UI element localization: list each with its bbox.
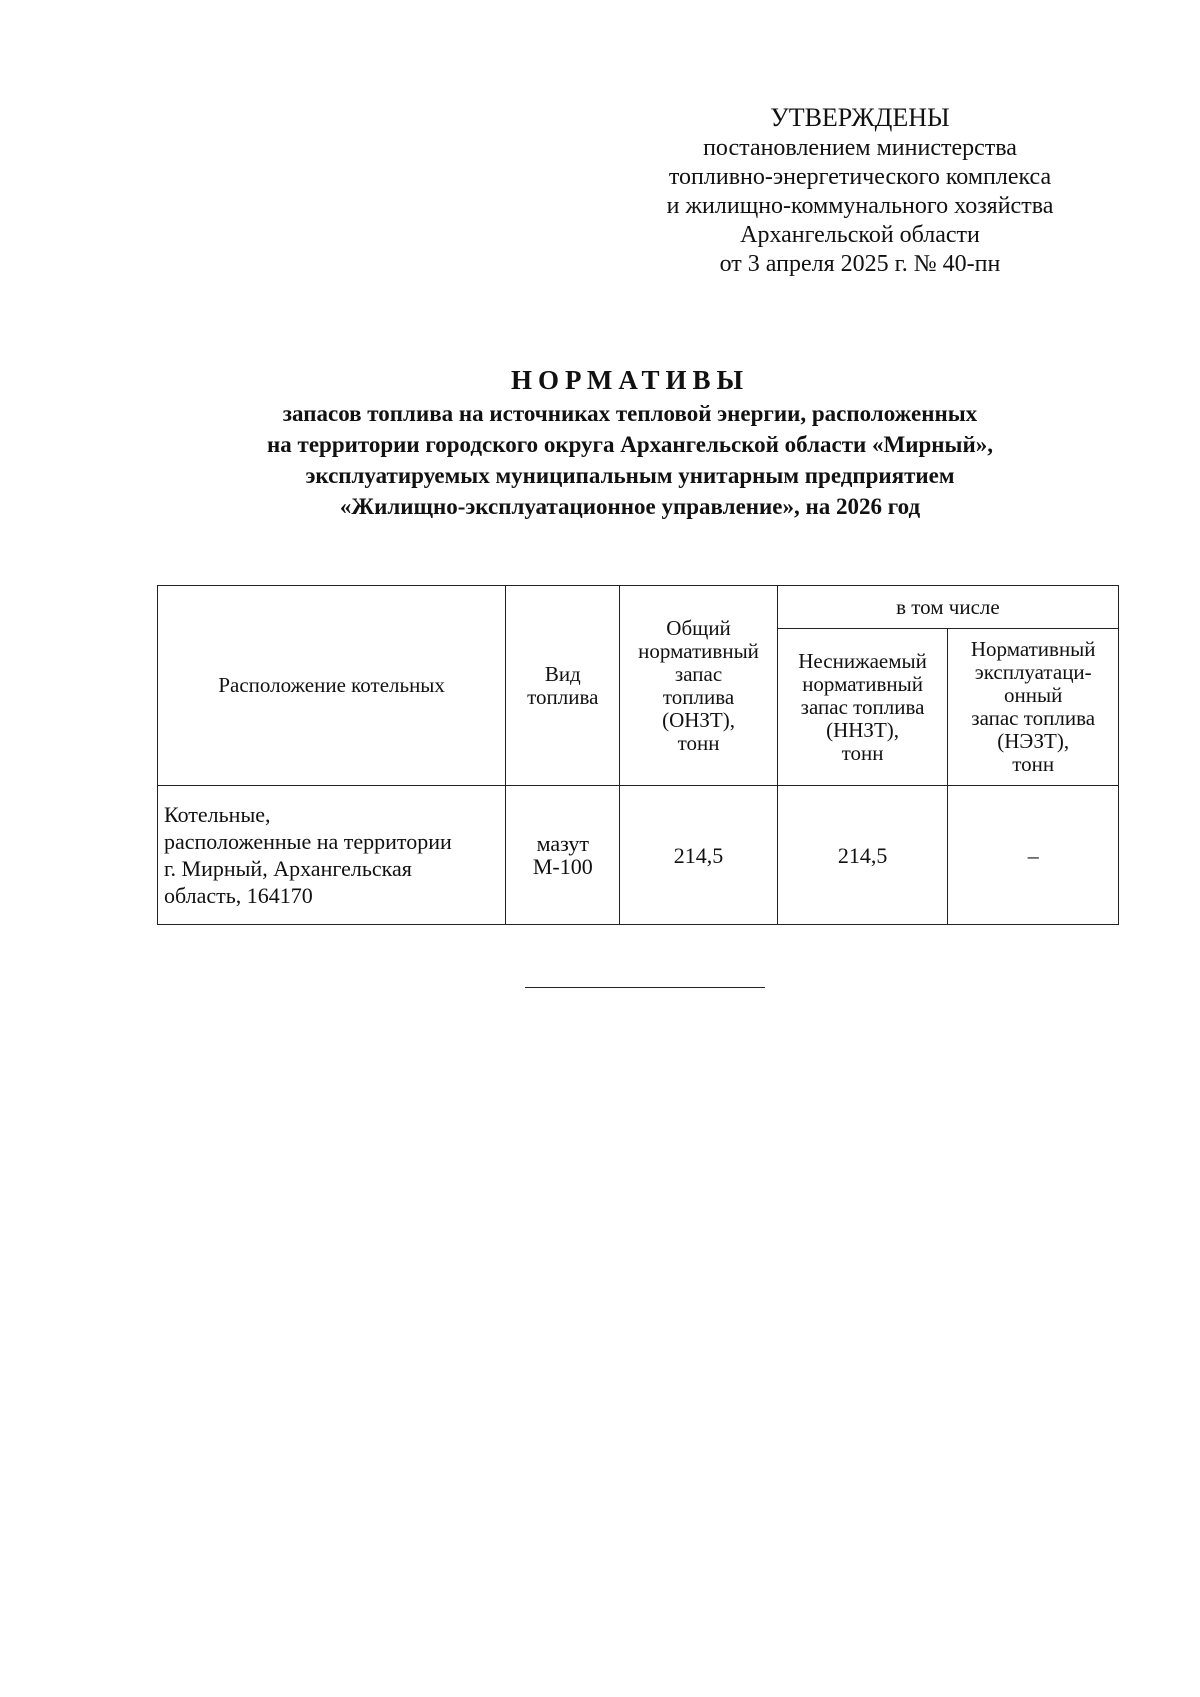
fuel-norms-table: [157, 585, 1119, 925]
document-title: НОРМАТИВЫ: [510, 365, 750, 395]
approval-line: постановлением министерства: [703, 135, 1017, 161]
table-row: [158, 786, 1119, 925]
approval-line: Архангельской области: [740, 222, 980, 248]
header-irreducible-reserve: Неснижаемый нормативный запас топлива (ННЗТ), тонн: [777, 629, 948, 786]
cell-operational-reserve: –: [948, 786, 1119, 925]
approval-block: [620, 102, 1100, 279]
approval-date-line: от 3 апреля 2025 г. № 40-пн: [719, 251, 1001, 277]
header-operational-reserve: Нормативный эксплуатаци- онный запас топлива (НЭЗТ), тонн: [948, 629, 1119, 786]
cell-fuel-type: мазут М-100: [506, 786, 620, 925]
header-fuel-type: Вид топлива: [506, 586, 620, 786]
title-line: «Жилищно-эксплуатационное управление», на 2026 год: [339, 494, 921, 519]
cell-irreducible-reserve: 214,5: [777, 786, 948, 925]
document-title-block: [140, 362, 1120, 522]
approval-line: и жилищно-коммунального хозяйства: [666, 193, 1054, 219]
header-including: в том числе: [777, 586, 1118, 629]
cell-total-reserve: 214,5: [620, 786, 777, 925]
end-divider: [525, 987, 765, 988]
title-line: запасов топлива на источниках тепловой энергии, расположенных: [282, 401, 978, 426]
header-location: Расположение котельных: [158, 586, 506, 786]
title-line: эксплуатируемых муниципальным унитарным предприятием: [305, 463, 955, 488]
table-header-row: [158, 586, 1119, 629]
cell-location: Котельные, расположенные на территории г. Мирный, Архангельская область, 164170: [158, 786, 506, 925]
header-total-reserve: Общий нормативный запас топлива (ОНЗТ), тонн: [620, 586, 777, 786]
title-line: на территории городского округа Архангельской области «Мирный»,: [267, 432, 993, 457]
approval-line: топливно-энергетического комплекса: [668, 164, 1052, 190]
approval-heading: УТВЕРЖДЕНЫ: [770, 103, 950, 132]
